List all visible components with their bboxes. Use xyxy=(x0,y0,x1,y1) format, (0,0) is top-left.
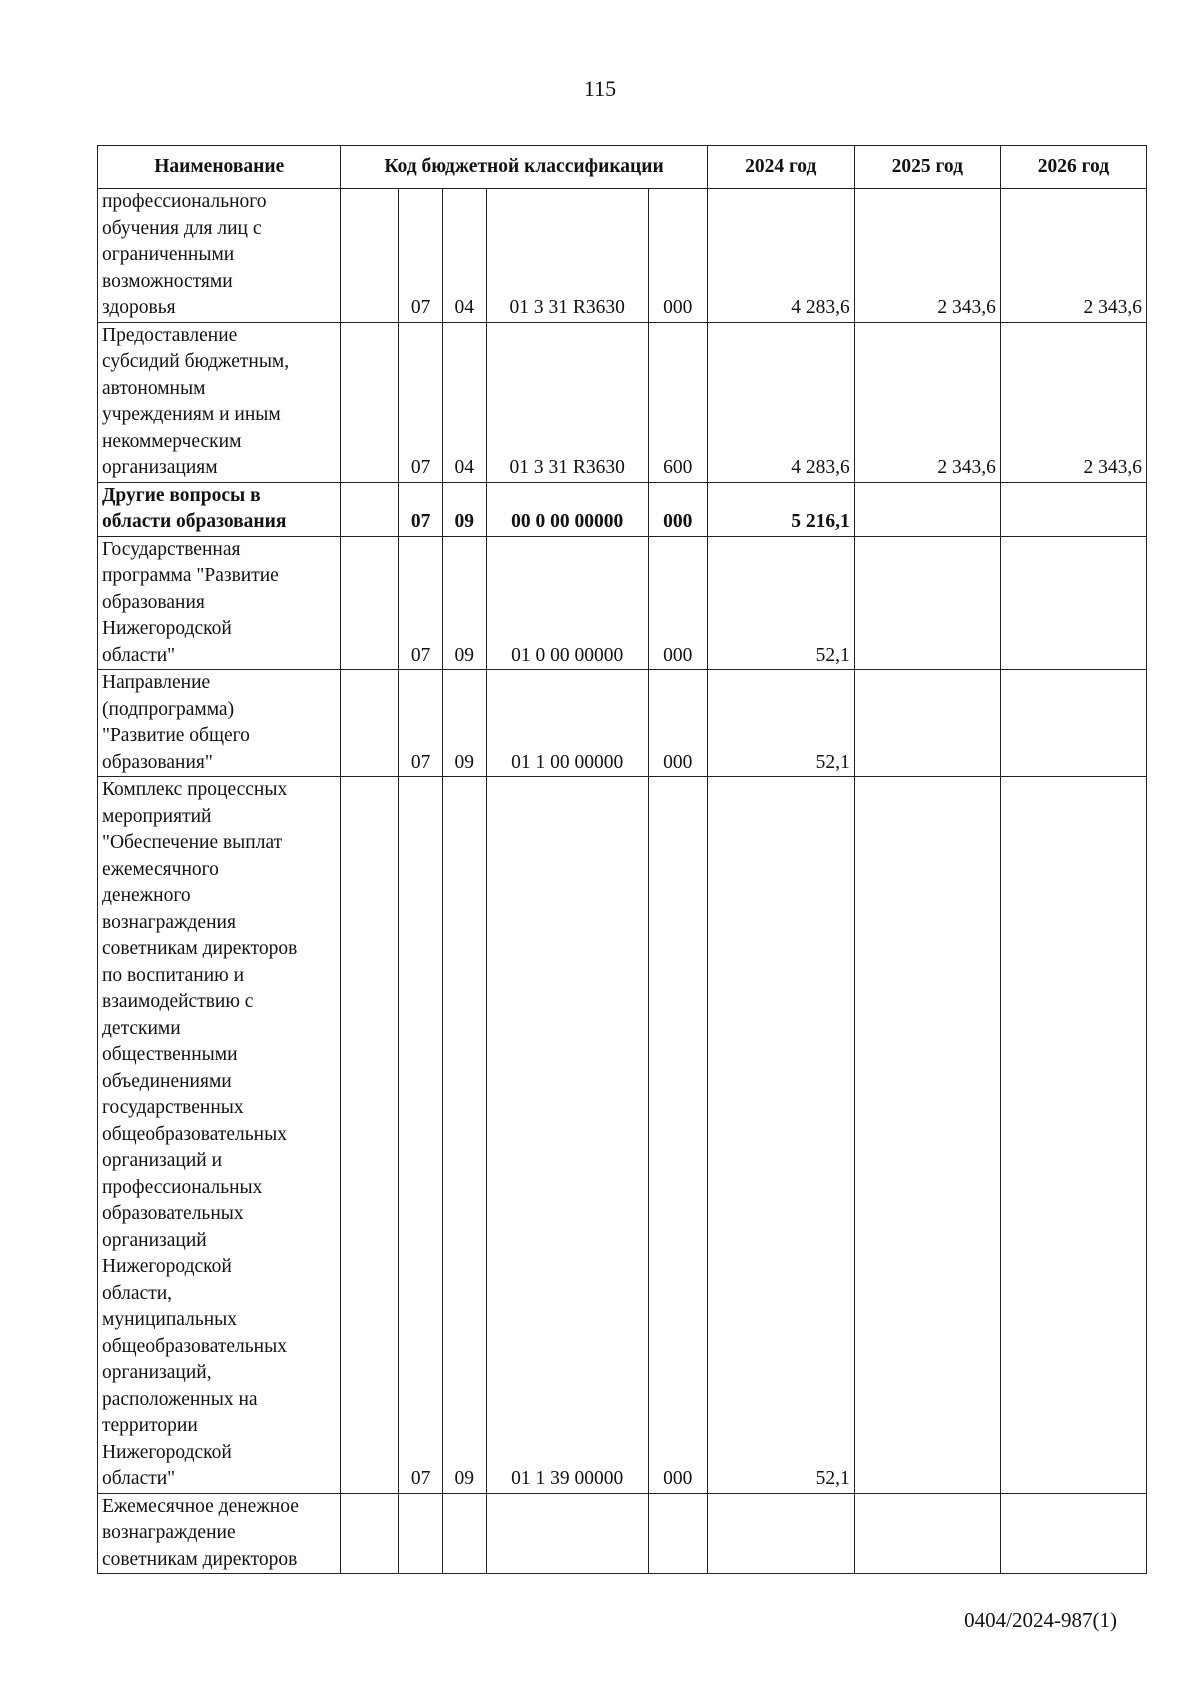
row-section xyxy=(399,1493,443,1574)
table-row xyxy=(98,482,1147,536)
row-expense-type: 000 xyxy=(648,189,707,323)
row-value-2025 xyxy=(854,777,1000,1494)
row-value-2026: 2 343,6 xyxy=(1000,189,1146,323)
page-number: 115 xyxy=(583,76,617,101)
row-target-article: 01 0 00 00000 xyxy=(486,536,648,670)
row-target-article: 01 3 31 R3630 xyxy=(486,322,648,482)
budget-table xyxy=(97,145,1147,1574)
row-value-2024: 52,1 xyxy=(707,536,854,670)
document-code: 0404/2024-987(1) xyxy=(964,1608,1117,1632)
row-name: Ежемесячное денежное вознаграждение советникам директоров xyxy=(98,1493,341,1574)
row-expense-type: 000 xyxy=(648,777,707,1494)
row-subsection: 04 xyxy=(442,322,486,482)
header-2024: 2024 год xyxy=(707,146,854,189)
row-value-2025 xyxy=(854,482,1000,536)
row-value-2026 xyxy=(1000,1493,1146,1574)
row-value-2024: 4 283,6 xyxy=(707,322,854,482)
row-code-0 xyxy=(341,777,399,1494)
row-subsection: 09 xyxy=(442,536,486,670)
row-code-0 xyxy=(341,536,399,670)
row-name: Комплекс процессных мероприятий "Обеспечение выплат ежемесячного денежного вознаграждения советникам директоров по воспитанию и взаимодействию с детскими общественными объединениями государственных общеобразовательных организаций и профессиональных образовательных организаций Нижегородской области, муниципальных общеобразовательных организаций, расположенных на территории Нижегородской области" xyxy=(98,777,341,1494)
row-code-0 xyxy=(341,482,399,536)
row-value-2024: 5 216,1 xyxy=(707,482,854,536)
row-subsection: 09 xyxy=(442,777,486,1494)
table-row xyxy=(98,536,1147,670)
header-code: Код бюджетной классификации xyxy=(341,146,707,189)
row-value-2026 xyxy=(1000,482,1146,536)
row-code-0 xyxy=(341,189,399,323)
row-value-2024: 4 283,6 xyxy=(707,189,854,323)
row-value-2025 xyxy=(854,536,1000,670)
row-section: 07 xyxy=(399,322,443,482)
row-name: Направление (подпрограмма) "Развитие общего образования" xyxy=(98,670,341,777)
row-value-2025: 2 343,6 xyxy=(854,189,1000,323)
row-name: профессионального обучения для лиц с ограниченными возможностями здоровья xyxy=(98,189,341,323)
row-value-2024: 52,1 xyxy=(707,670,854,777)
header-name: Наименование xyxy=(98,146,341,189)
row-target-article: 01 1 39 00000 xyxy=(486,777,648,1494)
row-target-article: 01 1 00 00000 xyxy=(486,670,648,777)
row-target-article: 00 0 00 00000 xyxy=(486,482,648,536)
row-value-2026 xyxy=(1000,777,1146,1494)
row-expense-type xyxy=(648,1493,707,1574)
row-value-2024 xyxy=(707,1493,854,1574)
row-code-0 xyxy=(341,670,399,777)
row-value-2025 xyxy=(854,670,1000,777)
row-name: Предоставление субсидий бюджетным, автономным учреждениям и иным некоммерческим организациям xyxy=(98,322,341,482)
row-subsection: 09 xyxy=(442,670,486,777)
row-value-2026 xyxy=(1000,670,1146,777)
table-row xyxy=(98,1493,1147,1574)
header-2026: 2026 год xyxy=(1000,146,1146,189)
row-value-2026 xyxy=(1000,536,1146,670)
row-section: 07 xyxy=(399,189,443,323)
row-subsection: 04 xyxy=(442,189,486,323)
row-code-0 xyxy=(341,322,399,482)
row-target-article: 01 3 31 R3630 xyxy=(486,189,648,323)
row-expense-type: 000 xyxy=(648,670,707,777)
table-row xyxy=(98,189,1147,323)
row-subsection xyxy=(442,1493,486,1574)
row-name: Государственная программа "Развитие образования Нижегородской области" xyxy=(98,536,341,670)
table-row xyxy=(98,670,1147,777)
table-row xyxy=(98,322,1147,482)
row-value-2026: 2 343,6 xyxy=(1000,322,1146,482)
row-target-article xyxy=(486,1493,648,1574)
row-section: 07 xyxy=(399,777,443,1494)
row-section: 07 xyxy=(399,482,443,536)
row-section: 07 xyxy=(399,536,443,670)
row-section: 07 xyxy=(399,670,443,777)
header-2025: 2025 год xyxy=(854,146,1000,189)
row-value-2025: 2 343,6 xyxy=(854,322,1000,482)
row-subsection: 09 xyxy=(442,482,486,536)
row-code-0 xyxy=(341,1493,399,1574)
row-expense-type: 000 xyxy=(648,482,707,536)
row-expense-type: 600 xyxy=(648,322,707,482)
table-header-row xyxy=(98,146,1147,189)
row-value-2024: 52,1 xyxy=(707,777,854,1494)
table-row xyxy=(98,777,1147,1494)
row-name: Другие вопросы в области образования xyxy=(98,482,341,536)
row-expense-type: 000 xyxy=(648,536,707,670)
row-value-2025 xyxy=(854,1493,1000,1574)
